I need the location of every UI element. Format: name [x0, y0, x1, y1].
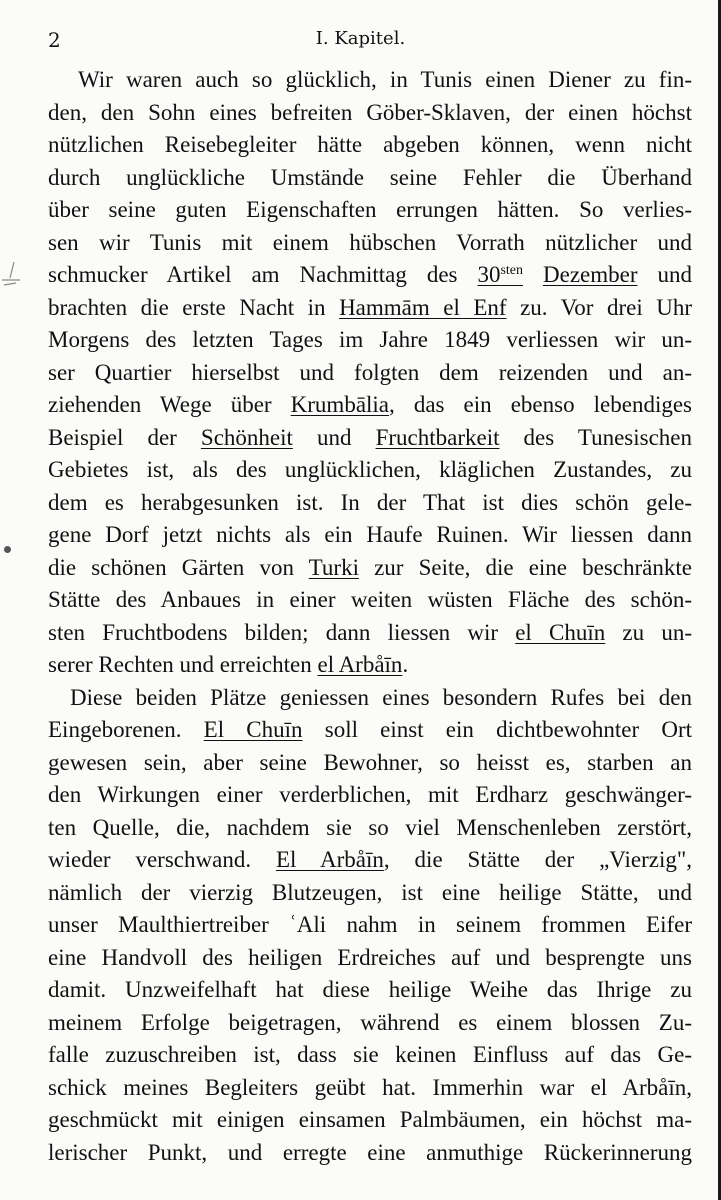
- text-line: geschmückt mit einigen einsamen Palmbäumen, ein höchst ma-: [48, 1107, 692, 1132]
- underlined-place: el Chuīn: [515, 619, 606, 645]
- text-line: ziehenden Wege über Krumbālia, das ein ebenso lebendiges: [48, 392, 692, 417]
- text-line: Gebietes ist, als des unglücklichen, kläglichen Zustandes, zu: [48, 457, 692, 482]
- text-line: schmucker Artikel am Nachmittag des $30^{sten}$ Dezember und: [48, 262, 692, 287]
- text-line: Wir waren auch so glücklich, in Tunis einen Diener zu fin-: [78, 67, 692, 92]
- text-line: gewesen sein, aber seine Bewohner, so heisst es, starben an: [48, 749, 692, 775]
- text-line: eine Handvoll des heiligen Erdreiches auf und besprengte uns: [48, 944, 692, 970]
- margin-pencil-mark: [0, 260, 22, 290]
- underlined-place: El Chuīn: [203, 717, 303, 742]
- underlined-month: Dezember: [543, 262, 638, 287]
- text-line: Eingeborenen. El Chuīn soll einst ein dichtbewohnter Ort: [48, 717, 692, 742]
- text-line: Diese beiden Plätze geniessen eines besondern Rufes bei den: [70, 684, 692, 710]
- text-line: die schönen Gärten von Turki zur Seite, die eine beschränkte: [48, 554, 692, 580]
- text-line: serer Rechten und erreichten el Arbåīn.: [48, 652, 409, 677]
- chapter-heading: I. Kapitel.: [315, 28, 406, 49]
- text-line: falle zuzuschreiben ist, dass sie keinen Einfluss auf das Ge-: [48, 1042, 692, 1067]
- text-line: gene Dorf jetzt nichts als ein Haufe Ruinen. Wir liessen dann: [48, 522, 692, 547]
- text-line: Morgens des letzten Tages im Jahre 1849 verliessen wir un-: [48, 327, 692, 352]
- text-line: ser Quartier hierselbst und folgten dem reizenden und an-: [48, 359, 692, 385]
- text-line: schick meines Begleiters geübt hat. Immerhin war el Arbåīn,: [48, 1074, 692, 1100]
- text-line: lerischer Punkt, und erregte eine anmuthige Rückerinnerung: [48, 1139, 692, 1165]
- underlined-place: Hammām el Enf: [339, 294, 507, 320]
- text-line: sen wir Tunis mit einem hübschen Vorrath nützlicher und: [48, 229, 692, 255]
- page-number: 2: [48, 28, 61, 52]
- text-line: ten Quelle, die, nachdem sie so viel Menschenleben zerstört,: [48, 814, 692, 840]
- text-line: brachten die erste Nacht in Hammām el Enf zu. Vor drei Uhr: [48, 294, 692, 320]
- text-line: sten Fruchtbodens bilden; dann liessen wir el Chuīn zu un-: [48, 619, 692, 645]
- underlined-word: Schönheit: [200, 424, 293, 450]
- text-line: meinem Erfolge beigetragen, während es einem blossen Zu-: [48, 1009, 692, 1035]
- text-line: über seine guten Eigenschaften errungen hätten. So verlies-: [48, 197, 692, 222]
- text-line: unser Maulthiertreiber ʿAli nahm in seinem frommen Eifer: [48, 912, 692, 937]
- underlined-word: Fruchtbarkeit: [375, 424, 500, 450]
- margin-dot-mark: [4, 546, 11, 553]
- text-line: den Wirkungen einer verderblichen, mit Erdharz geschwänger-: [48, 782, 692, 807]
- underlined-date: $30^{sten}$: [477, 262, 524, 287]
- text-line: durch unglückliche Umstände seine Fehler die Überhand: [48, 164, 692, 190]
- text-line: wieder verschwand. El Arbåīn, die Stätte der „Vierzig",: [48, 847, 692, 872]
- body-text: [48, 64, 692, 1169]
- text-line: nämlich der vierzig Blutzeugen, ist eine heilige Stätte, und: [48, 879, 692, 905]
- underlined-place: Turki: [308, 554, 359, 580]
- text-line: damit. Unzweifelhaft hat diese heilige Weihe das Ihrige zu: [48, 977, 692, 1002]
- underlined-place: El Arbåīn: [275, 847, 384, 872]
- underlined-place: el Arbåīn: [317, 652, 403, 677]
- underlined-place: Krumbālia: [290, 392, 390, 417]
- text-line: den, den Sohn eines befreiten Göber-Sklaven, der einen höchst: [48, 99, 692, 125]
- text-line: Stätte des Anbaues in einer weiten wüsten Fläche des schön-: [48, 587, 692, 612]
- text-line: Beispiel der Schönheit und Fruchtbarkeit des Tunesischen: [48, 424, 692, 450]
- text-line: dem es herabgesunken ist. In der That ist dies schön gele-: [48, 489, 692, 515]
- text-line: nützlichen Reisebegleiter hätte abgeben können, wenn nicht: [48, 132, 692, 157]
